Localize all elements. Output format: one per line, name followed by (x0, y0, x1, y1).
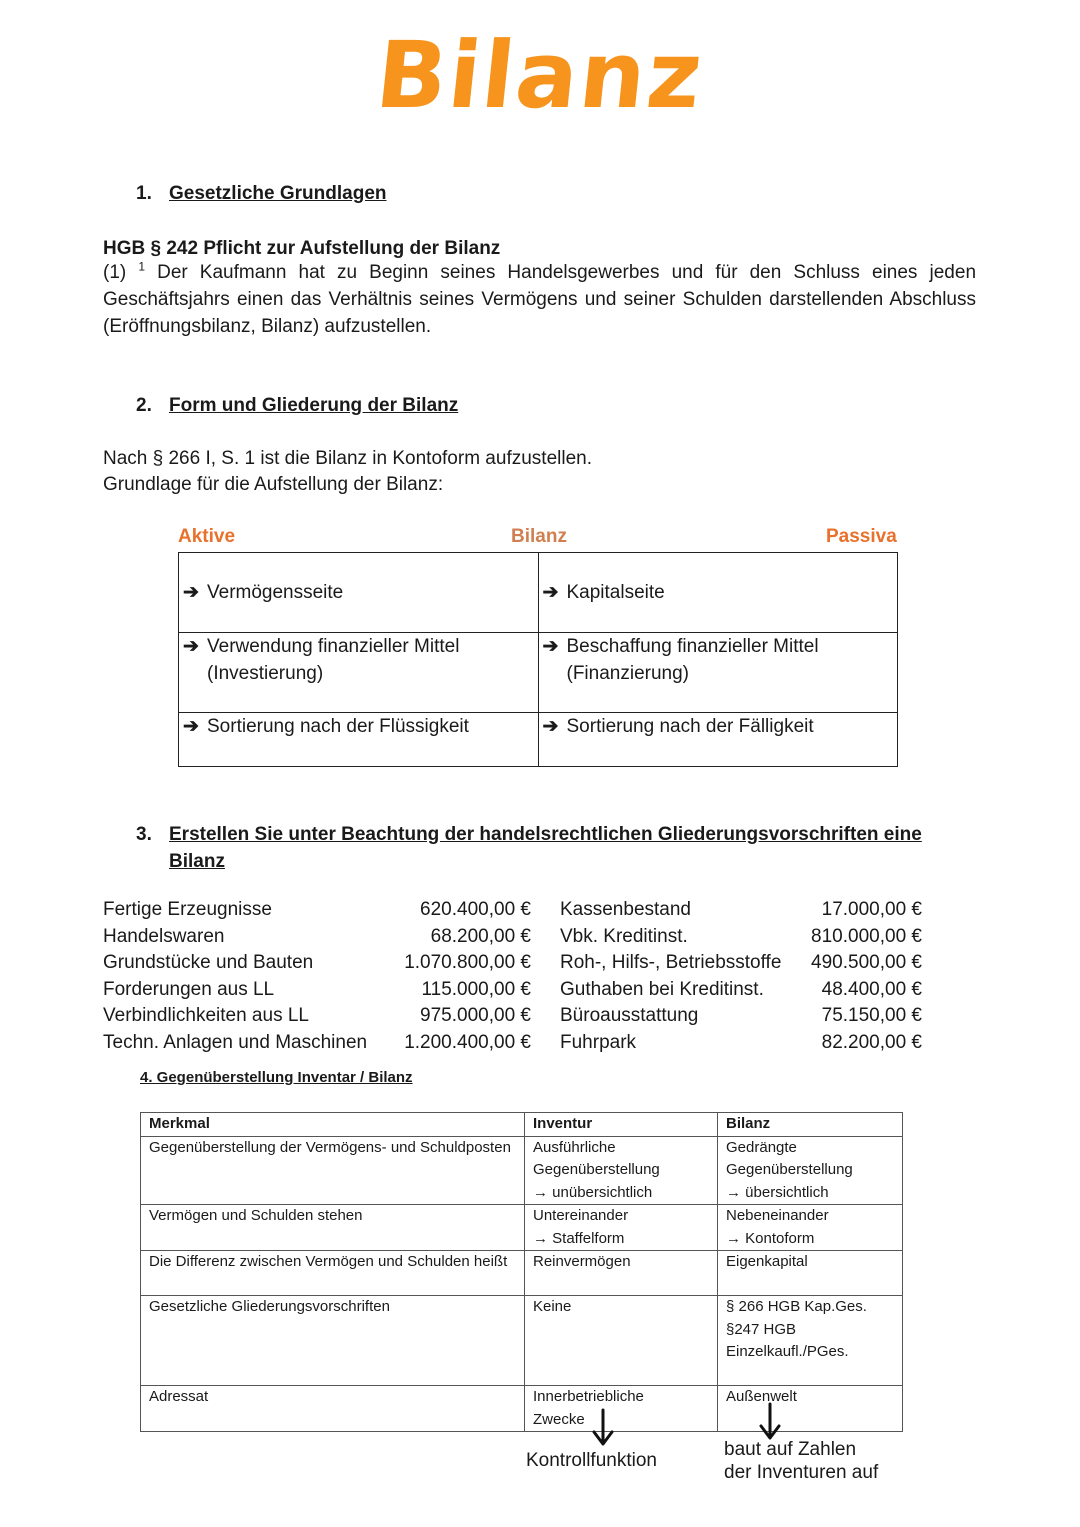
account-list (103, 897, 933, 1056)
bilanz-left-cell: ➔ Vermögensseite (179, 553, 539, 633)
bilanz-form-row (179, 713, 898, 767)
account-row: Verbindlichkeiten aus LL 975.000,00 € Büroausstattung 75.150,00 € (103, 1005, 922, 1026)
section3-heading: 3. Erstellen Sie unter Beachtung der handelsrechtlichen Gliederungsvorschriften eine Bilanz (136, 824, 922, 872)
column-header: Bilanz (718, 1113, 903, 1137)
comparison-table (140, 1112, 903, 1432)
aktiva-header: Aktive (178, 526, 236, 547)
bilanz-right-cell: ➔ Beschaffung finanzieller Mittel (Finanzierung) (538, 633, 898, 713)
comparison-header-row (141, 1113, 903, 1137)
bilanz-left-cell: ➔ Verwendung finanzieller Mittel (Investierung) (179, 633, 539, 713)
arrow-icon: ➔ (183, 636, 199, 657)
bilanz-form-row (179, 633, 898, 713)
bilanz-form-row (179, 553, 898, 633)
law-paragraph: (1) $^1$ Der Kaufmann hat zu Beginn seines Handelsgewerbes und für den Schluss eines jeden Geschäftsjahrs einen das Verhältnis seines Vermögens und seiner Schulden darstellenden Abschluss (Eröffnungsbilanz, Bilanz) aufzustellen. (103, 259, 977, 337)
passiva-header: Passiva (826, 526, 897, 547)
bilanz-left-cell: ➔ Sortierung nach der Flüssigkeit (179, 713, 539, 767)
bilanz-form-table (178, 552, 898, 767)
arrow-icon: ➔ (542, 636, 559, 657)
page-title: Bilanz (371, 22, 709, 129)
comparison-row: Vermögen und Schulden stehen Untereinander → Staffelform Nebeneinander → Kontoform (141, 1205, 903, 1251)
arrow-icon: ➔ (183, 582, 199, 603)
arrow-icon: ➔ (183, 716, 199, 737)
comparison-row: Die Differenz zwischen Vermögen und Schulden heißt Reinvermögen Eigenkapital (141, 1251, 903, 1296)
bilanz-right-cell: ➔ Kapitalseite (538, 553, 898, 633)
account-row: Techn. Anlagen und Maschinen 1.200.400,00 € Fuhrpark 82.200,00 € (103, 1031, 922, 1053)
account-row: Forderungen aus LL 115.000,00 € Guthaben bei Kreditinst. 48.400,00 € (103, 978, 922, 1000)
section2-line2: Grundlage für die Aufstellung der Bilanz: (103, 474, 444, 495)
account-row: Handelswaren 68.200,00 € Vbk. Kreditinst. 810.000,00 € (103, 925, 922, 947)
note-bilanz: baut auf Zahlen der Inventuren auf (724, 1439, 879, 1483)
account-row: Fertige Erzeugnisse 620.400,00 € Kassenbestand 17.000,00 € (103, 899, 922, 920)
law-title: HGB § 242 Pflicht zur Aufstellung der Bilanz (103, 238, 501, 259)
bilanz-header: Bilanz (511, 526, 567, 547)
comparison-row: Gegenüberstellung der Vermögens- und Schuldposten Ausführliche Gegenüberstellung → unübersichtlich Gedrängte Gegenüberstellung → übersichtlich (141, 1136, 903, 1205)
column-header: Inventur (525, 1113, 718, 1137)
bilanz-right-cell: ➔ Sortierung nach der Fälligkeit (538, 713, 898, 767)
note-kontrollfunktion: Kontrollfunktion (526, 1450, 657, 1471)
arrow-down-icon (590, 1408, 616, 1448)
arrow-icon: ➔ (542, 582, 559, 603)
comparison-row: Gesetzliche Gliederungsvorschriften Keine § 266 HGB Kap.Ges. §247 HGB Einzelkaufl./PGes. (141, 1296, 903, 1386)
account-row: Grundstücke und Bauten 1.070.800,00 € Roh-, Hilfs-, Betriebsstoffe 490.500,00 € (103, 952, 922, 973)
column-header: Merkmal (141, 1113, 525, 1137)
section2-line1: Nach § 266 I, S. 1 ist die Bilanz in Kontoform aufzustellen. (103, 448, 592, 469)
section1-heading: 1. Gesetzliche Grundlagen (136, 183, 387, 204)
arrow-down-icon (757, 1402, 783, 1442)
section4-heading: 4. Gegenüberstellung Inventar / Bilanz (140, 1069, 413, 1086)
comparison-row: Adressat Innerbetriebliche Zwecke Außenwelt (141, 1386, 903, 1432)
section2-heading: 2. Form und Gliederung der Bilanz (136, 395, 459, 416)
arrow-icon: ➔ (542, 716, 559, 737)
